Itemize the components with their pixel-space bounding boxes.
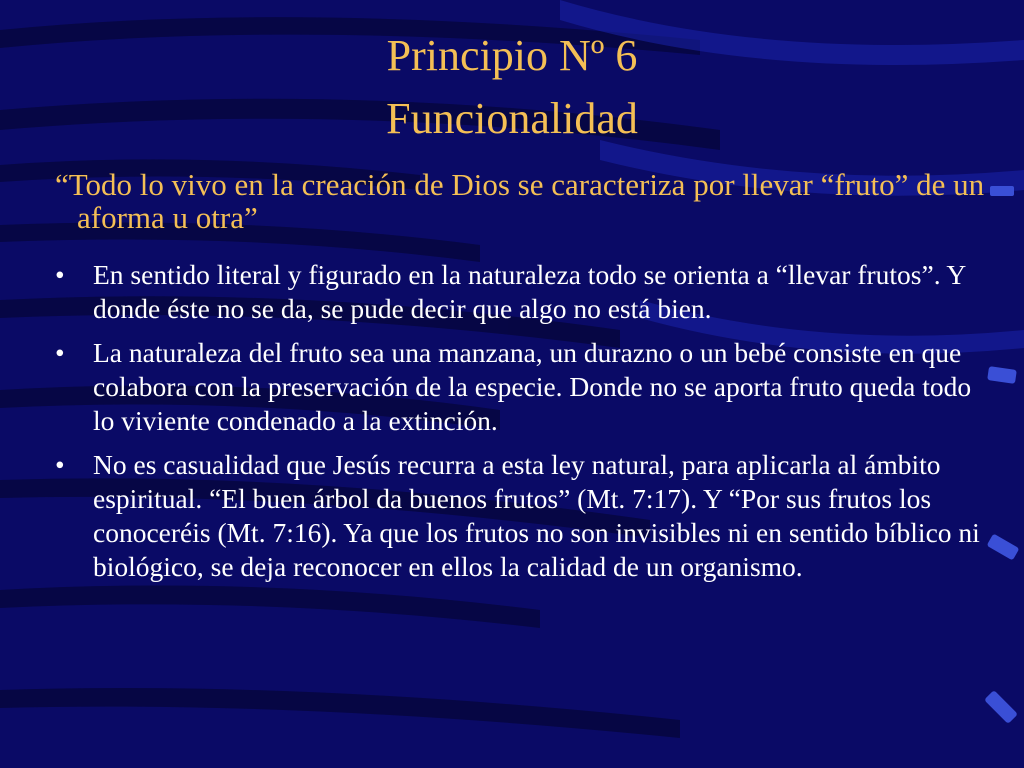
bullet-item	[55, 336, 995, 438]
bullet-icon: •	[55, 337, 65, 368]
bullet-icon: •	[55, 259, 65, 290]
bullet-item	[55, 448, 995, 584]
bullet-text: La naturaleza del fruto sea una manzana, un durazno o un bebé consiste en que colabora con la preservación de la especie. Donde no se aporta fruto queda todo lo viviente condenado a la extinción.	[93, 337, 972, 436]
slide-quote: “Todo lo vivo en la creación de Dios se caracteriza por llevar “fruto” de un aforma u otra”	[55, 167, 985, 235]
bullet-icon: •	[55, 449, 65, 480]
bullet-item	[55, 258, 995, 326]
slide-title-line1: Principio Nº 6	[386, 31, 638, 80]
slide-title-line2: Funcionalidad	[386, 94, 638, 143]
bullet-list	[55, 258, 995, 594]
bullet-text: No es casualidad que Jesús recurra a esta ley natural, para aplicarla al ámbito espiritual. “El buen árbol da buenos frutos” (Mt. 7:17). Y “Por sus frutos los conoceréis (Mt. 7:16). Ya que los frutos no son invisibles ni en sentido bíblico ni biológico, se deja reconocer en ellos la calidad de un organismo.	[93, 449, 980, 582]
bullet-text: En sentido literal y figurado en la naturaleza todo se orienta a “llevar frutos”. Y donde éste no se da, se pude decir que algo no está bien.	[93, 259, 966, 324]
